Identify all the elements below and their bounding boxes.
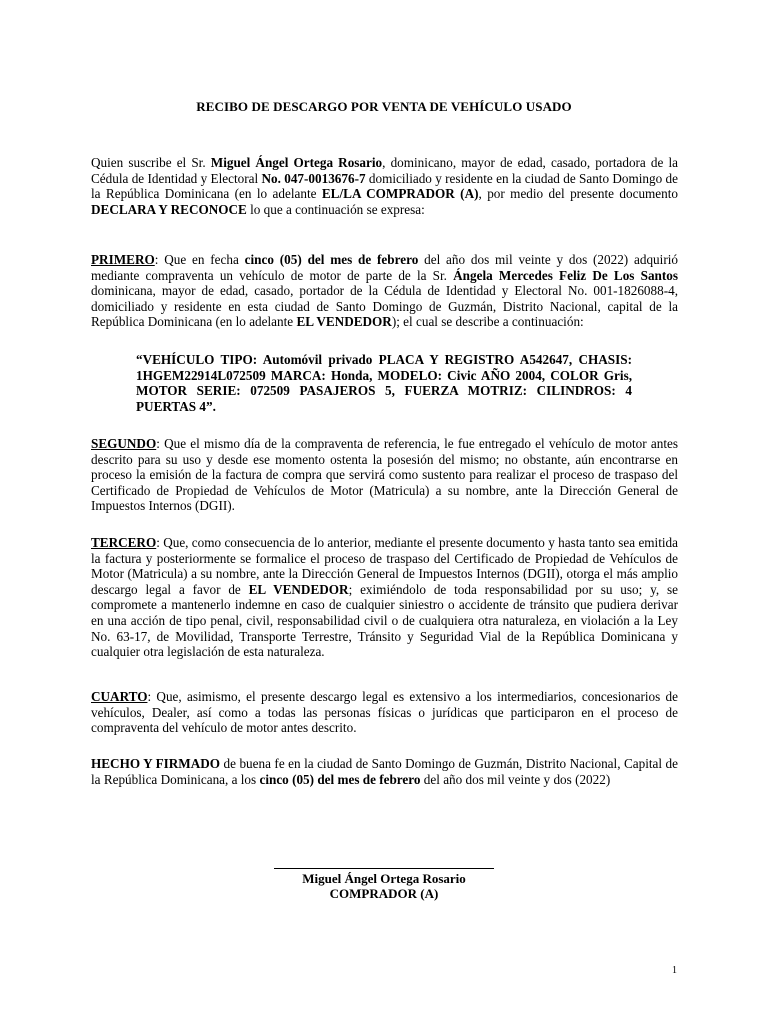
- signature-name: Miguel Ángel Ortega Rosario: [302, 871, 466, 886]
- tercero-label: TERCERO: [91, 535, 157, 550]
- intro-text-2: , dominicano, mayor de edad, casado, portadora de la Cédula de Identidad y Electoral: [91, 155, 678, 186]
- intro-text-1: Quien suscribe el Sr.: [91, 155, 211, 170]
- tercero-seller: EL VENDEDOR: [248, 581, 349, 597]
- cuarto-paragraph: [91, 689, 678, 736]
- closing-date: cinco (05) del mes de febrero: [259, 771, 421, 787]
- closing-text-2: del año dos mil veinte y dos (2022): [420, 771, 611, 787]
- cuarto-label: CUARTO: [91, 689, 148, 704]
- buyer-name: Miguel Ángel Ortega Rosario: [210, 155, 383, 170]
- intro-text-5: lo que a continuación se expresa:: [246, 201, 425, 217]
- intro-paragraph: [91, 155, 678, 217]
- seller-name: Ángela Mercedes Feliz De Los Santos: [453, 267, 678, 283]
- primero-text-1: : Que en fecha: [154, 252, 245, 267]
- page-number: 1: [672, 965, 677, 976]
- primero-text-3: dominicana, mayor de edad, casado, portador de la Cédula de Identidad y Electoral No. 001-1826088-4, domiciliado y residente en esta ciudad de Santo Domingo de Guzmán, Distrito Nacional, capital de la República Dominicana (en lo adelante: [91, 283, 678, 330]
- signature-line: [274, 868, 494, 869]
- primero-paragraph: [91, 252, 678, 330]
- primero-label: PRIMERO: [91, 252, 155, 267]
- buyer-id-number: No. 047-0013676-7: [261, 170, 366, 186]
- primero-text-2: del año dos mil veinte y dos (2022) adquirió mediante compraventa un vehículo de motor de parte de la Sr.: [91, 252, 678, 283]
- cuarto-text: : Que, asimismo, el presente descargo legal es extensivo a los intermediarios, concesionarios de vehículos, Dealer, así como a todas las personas físicas o jurídicas que participaron en el proceso de compraventa del vehículo de motor antes descrito.: [91, 689, 678, 736]
- intro-text-3: domiciliado y residente en la ciudad de Santo Domingo de la República Dominicana (en lo adelante: [91, 170, 678, 202]
- segundo-label: SEGUNDO: [91, 436, 157, 451]
- segundo-paragraph: [91, 436, 678, 514]
- document-title: RECIBO DE DESCARGO POR VENTA DE VEHÍCULO USADO: [196, 99, 572, 114]
- tercero-paragraph: [91, 535, 678, 660]
- tercero-text-1: : Que, como consecuencia de lo anterior, mediante el presente documento y hasta tanto sea emitida la factura y posteriormente se formalice el proceso de traspaso del Certificado de Propiedad de Vehículos de Motor (Matricula) a su nombre, ante la Dirección General de Impuestos Internos (DGII), otorga el más amplio descargo legal a favor de: [91, 535, 678, 597]
- segundo-text: : Que el mismo día de la compraventa de referencia, le fue entregado el vehículo de motor antes descrito para su uso y desde ese momento ostenta la posesión del mismo; no obstante, aún encontrarse en proceso la emisión de la factura de compra que servirá como sustento para realizar el proceso de traspaso del Certificado de Propiedad de Vehículos de Motor (Matricula) a su nombre, ante la Dirección General de Impuestos Internos (DGII).: [91, 436, 678, 514]
- vehicle-description: “VEHÍCULO TIPO: Automóvil privado PLACA Y REGISTRO A542647, CHASIS: 1HGEM22914L072509 MARCA: Honda, MODELO: Civic AÑO 2004, COLOR Gris, MOTOR SERIE: 072509 PASAJEROS 5, FUERZA MOTRIZ: CILINDROS: 4 PUERTAS 4”.: [136, 352, 632, 414]
- intro-text-4: , por medio del presente documento: [478, 186, 678, 202]
- hecho-firmado: HECHO Y FIRMADO: [91, 756, 221, 771]
- seller-role: EL VENDEDOR: [296, 314, 392, 330]
- tercero-text-2: ; eximiéndolo de toda responsabilidad por su uso; y, se compromete a mantenerlo indemne en caso de cualquier siniestro o accidente de tránsito que pudiera derivar en una acción de tipo penal, civil, responsabilidad civil o de cualquiera otra naturaleza, en violación a la Ley No. 63-17, de Movilidad, Transporte Terrestre, Tránsito y Seguridad Vial de la República Dominicana y cualquier otra legislación de esta naturaleza.: [91, 581, 678, 660]
- declara-reconoce: DECLARA Y RECONOCE: [91, 201, 247, 217]
- primero-date: cinco (05) del mes de febrero: [244, 252, 419, 267]
- primero-text-4: ); el cual se describe a continuación:: [391, 314, 584, 330]
- signature-role: COMPRADOR (A): [329, 886, 439, 901]
- closing-paragraph: [91, 756, 678, 787]
- buyer-role: EL/LA COMPRADOR (A): [321, 186, 479, 202]
- closing-text-1: de buena fe en la ciudad de Santo Domingo de Guzmán, Distrito Nacional, Capital de la República Dominicana, a los: [91, 756, 678, 787]
